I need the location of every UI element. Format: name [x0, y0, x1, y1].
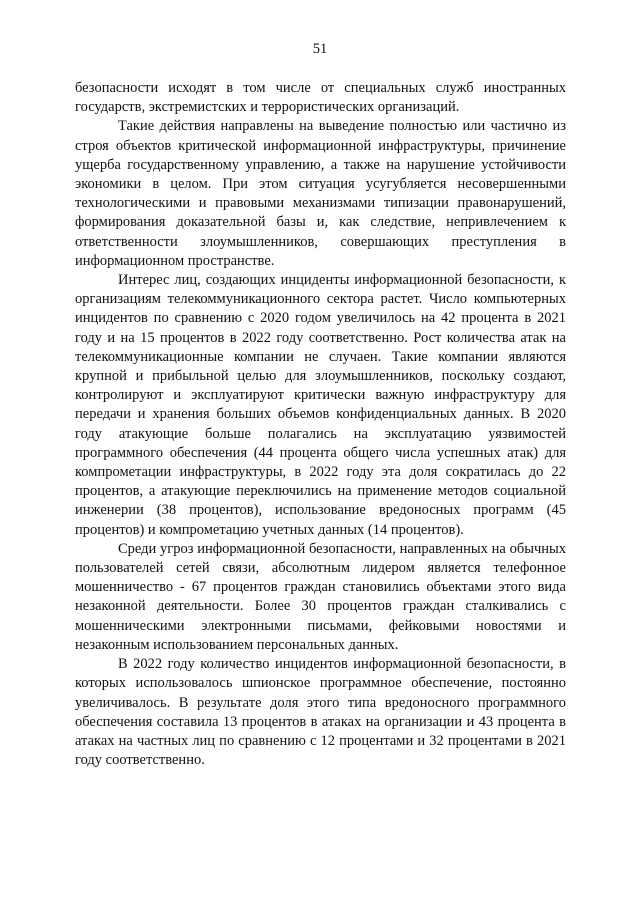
- page-number: 51: [312, 41, 328, 57]
- paragraph-user-threats: Среди угроз информационной безопасности, направленных на обычных пользователей сетей связи, абсолютным лидером является телефонное мошенничество - 67 процентов граждан становились объектами этого вида незаконной деятельности. Более 30 процентов граждан сталкивались с мошенническими электронными письмами, фейковыми новостями и незаконным использованием персональных данных.: [75, 540, 566, 653]
- paragraph-continuation: безопасности исходят в том числе от специальных служб иностранных государств, экстремистских и террористических организаций.: [75, 80, 566, 116]
- paragraph-spyware: В 2022 году количество инцидентов информационной безопасности, в которых использовалось шпионское программное обеспечение, постоянно увеличивалось. В результате доля этого типа вредоносного программного обеспечения составила 13 процентов в атаках на организации и 43 процента в атаках на частных лиц по сравнению с 12 процентами и 32 процентами в 2021 году соответственно.: [75, 656, 566, 769]
- paragraph-telecom-interest: Интерес лиц, создающих инциденты информационной безопасности, к организациям телекоммуникационного сектора растет. Число компьютерных инцидентов по сравнению с 2020 годом увеличилось на 42 процента в 2021 году и на 15 процентов в 2022 году соответственно. Рост количества атак на телекоммуникационные компании не случаен. Такие компании являются крупной и прибыльной целью для злоумышленников, поскольку создают, контролируют и эксплуатируют критически важную инфраструктуру для передачи и хранения больших объемов конфиденциальных данных. В 2020 году атакующие больше полагались на эксплуатацию уязвимостей программного обеспечения (44 процента общего числа успешных атак) для компрометации инфраструктуры, в 2022 году эта доля сократилась до 22 процентов, а атакующие переключились на применение методов социальной инженерии (38 процентов), использование вредоносных программ (45 процентов) и компрометацию учетных данных (14 процентов).: [75, 272, 566, 538]
- paragraph-actions: Такие действия направлены на выведение полностью или частично из строя объектов критической информационной инфраструктуры, причинение ущерба государственному управлению, а также на нарушение устойчивости экономики в целом. При этом ситуация усугубляется несовершенными технологическими и правовыми механизмами типизации правонарушений, формирования доказательной базы и, как следствие, непривлечением к ответственности злоумышленников, совершающих преступления в информационном пространстве.: [75, 118, 566, 269]
- document-body: [75, 79, 566, 770]
